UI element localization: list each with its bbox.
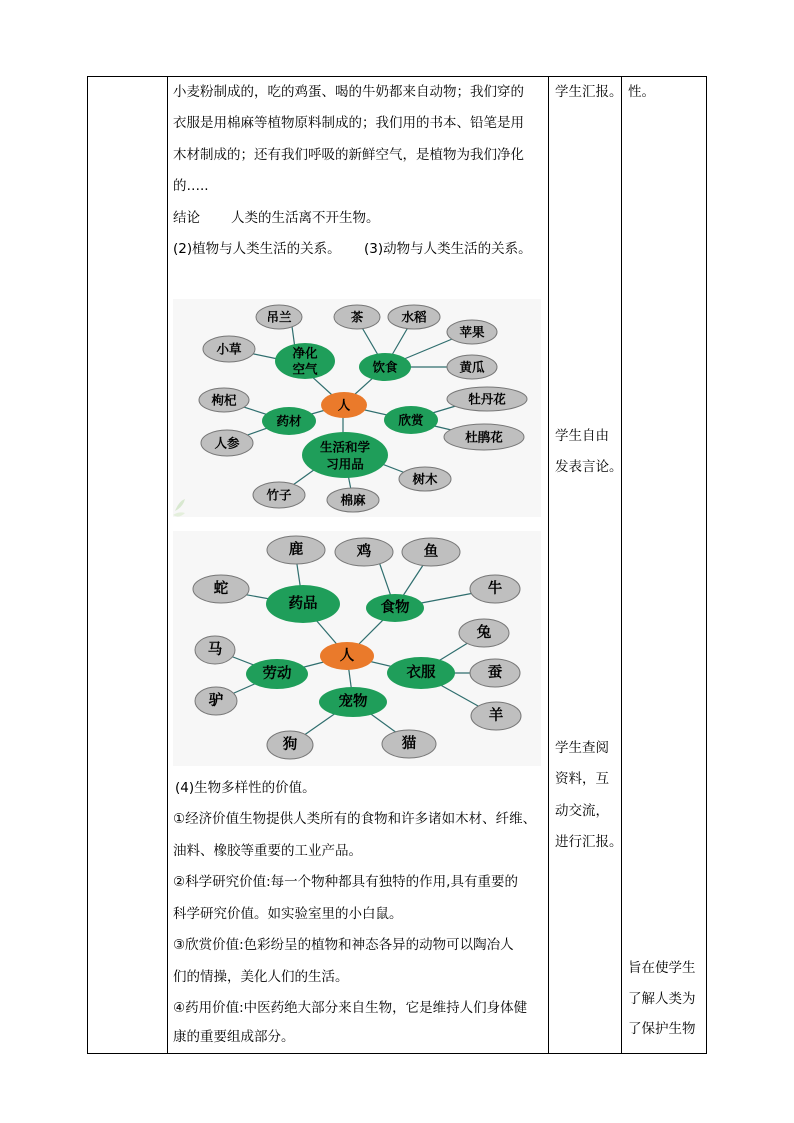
conclusion-text: 人类的生活离不开生物。 — [231, 210, 380, 226]
leaf-label: 棉麻 — [340, 492, 366, 508]
table-border-right — [706, 76, 707, 1054]
leaf-label: 猫 — [401, 736, 417, 752]
leaf-label: 水稻 — [401, 309, 427, 325]
category-label: 净化 — [292, 345, 318, 361]
student-research-line-4: 进行汇报。 — [555, 834, 623, 850]
category-label: 生活和学 — [319, 439, 371, 455]
center-label: 人 — [339, 648, 355, 664]
value-economic-line-1: ①经济价值生物提供人类所有的食物和许多诸如木材、纤维、 — [173, 811, 537, 827]
plant-relationship-diagram — [173, 299, 541, 517]
intent-fragment-text: 性。 — [628, 84, 655, 100]
column-divider-3 — [621, 76, 622, 1054]
leaf-label: 人参 — [214, 435, 240, 451]
value-aesthetic-line-1: ③欣赏价值:色彩纷呈的植物和神态各异的动物可以陶冶人 — [173, 937, 514, 953]
subheading-biodiversity: (4)生物多样性的价值。 — [175, 780, 316, 796]
leaf-label: 小草 — [216, 341, 242, 357]
value-medicinal-line-1: ④药用价值:中医药绝大部分来自生物，它是维持人们身体健 — [173, 1000, 528, 1016]
leaf-label: 牡丹花 — [468, 391, 506, 407]
category-label: 食物 — [380, 600, 410, 616]
category-label: 药品 — [288, 596, 318, 612]
leaf-label: 苹果 — [459, 324, 485, 340]
leaf-label: 鱼 — [423, 544, 439, 560]
leaf-label: 牛 — [487, 581, 503, 597]
leaf-label: 蚕 — [487, 665, 503, 681]
intent-line-3: 了保护生物 — [628, 1021, 696, 1037]
conclusion-label: 结论 — [173, 210, 200, 226]
subheading-plants: (2)植物与人类生活的关系。 — [173, 241, 341, 257]
leaf-label: 鹿 — [288, 542, 304, 558]
animal-relationship-diagram — [173, 531, 541, 766]
table-border-bottom — [87, 1053, 707, 1054]
leaf-label: 竹子 — [266, 487, 292, 503]
category-label: 饮食 — [372, 359, 398, 375]
column-divider-2 — [548, 76, 549, 1054]
leaf-label: 黄瓜 — [459, 359, 485, 375]
leaf-label: 树木 — [412, 471, 438, 487]
intro-paragraph-line-4: 的….. — [173, 178, 209, 194]
student-report-text: 学生汇报。 — [555, 84, 623, 100]
student-research-line-2: 资料，互 — [555, 771, 609, 787]
value-research-line-2: 科学研究价值。如实验室里的小白鼠。 — [173, 906, 403, 922]
category-label: 劳动 — [262, 666, 292, 682]
intro-paragraph-line-1: 小麦粉制成的，吃的鸡蛋、喝的牛奶都来自动物；我们穿的 — [173, 84, 524, 100]
center-label: 人 — [337, 397, 351, 413]
subheading-animals: (3)动物与人类生活的关系。 — [364, 241, 532, 257]
table-border-left — [87, 76, 88, 1054]
leaf-label: 马 — [207, 642, 223, 658]
student-discussion-line-2: 发表言论。 — [555, 459, 623, 475]
student-research-line-3: 动交流， — [555, 803, 609, 819]
category-label: 宠物 — [338, 694, 368, 710]
leaf-label: 驴 — [208, 693, 224, 709]
leaf-label: 茶 — [350, 309, 364, 325]
intro-paragraph-line-3: 木材制成的；还有我们呼吸的新鲜空气，是植物为我们净化 — [173, 147, 524, 163]
leaf-label: 枸杞 — [211, 392, 237, 408]
category-label: 习用品 — [326, 456, 364, 472]
student-research-line-1: 学生查阅 — [555, 740, 609, 756]
intent-line-2: 了解人类为 — [628, 991, 696, 1007]
intent-line-1: 旨在使学生 — [628, 960, 696, 976]
value-medicinal-line-2: 康的重要组成部分。 — [173, 1029, 295, 1045]
intro-paragraph-line-2: 衣服是用棉麻等植物原料制成的；我们用的书本、铅笔是用 — [173, 115, 524, 131]
student-discussion-line-1: 学生自由 — [555, 428, 609, 444]
leaf-label: 蛇 — [213, 581, 229, 597]
category-label: 衣服 — [406, 665, 436, 681]
column-divider-1 — [167, 76, 168, 1054]
leaf-label: 兔 — [476, 625, 492, 641]
leaf-label: 狗 — [282, 737, 298, 753]
value-aesthetic-line-2: 们的情操，美化人们的生活。 — [173, 969, 349, 985]
leaf-label: 吊兰 — [266, 309, 292, 325]
leaf-label: 杜鹃花 — [465, 429, 503, 445]
category-label: 药材 — [276, 413, 302, 429]
category-label: 欣赏 — [398, 412, 424, 428]
category-label: 空气 — [292, 361, 318, 377]
leaf-label: 鸡 — [356, 544, 372, 560]
value-economic-line-2: 油料、橡胶等重要的工业产品。 — [173, 843, 362, 859]
value-research-line-1: ②科学研究价值:每一个物种都具有独特的作用,具有重要的 — [173, 874, 518, 890]
leaf-label: 羊 — [488, 708, 504, 724]
